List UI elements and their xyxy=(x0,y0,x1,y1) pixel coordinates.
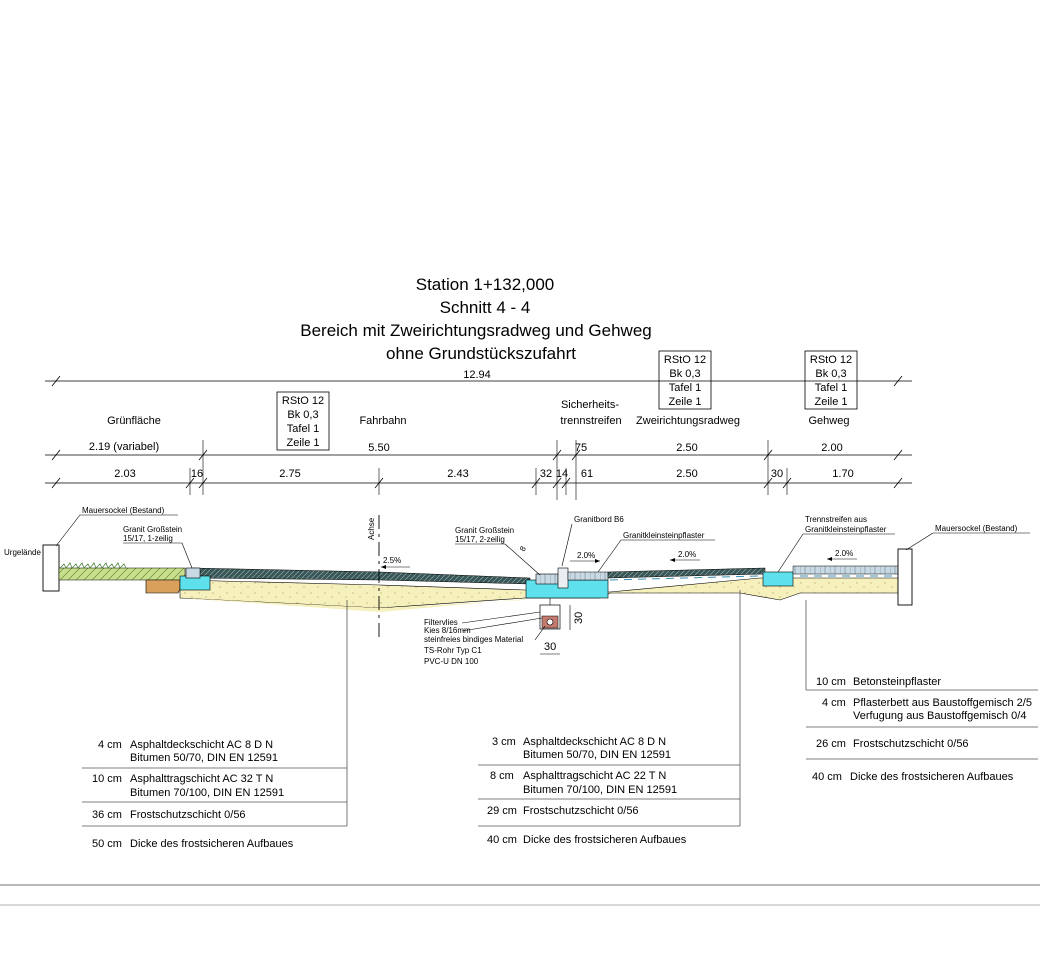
dimension-row-2 xyxy=(45,468,912,495)
slope-gehweg: 2.0% xyxy=(835,549,854,558)
rsto-line: RStO 12 xyxy=(663,354,707,366)
layer-thickness: 40 cm xyxy=(487,834,517,846)
rsto-line: Zeile 1 xyxy=(814,396,848,408)
layer-text: Bitumen 70/100, DIN EN 12591 xyxy=(130,787,285,799)
drawing-title xyxy=(300,275,652,363)
dim-sicherheit: 75 xyxy=(574,442,588,454)
dim-30-vertical: 30 xyxy=(573,611,585,624)
achse-label: Achse xyxy=(367,517,376,540)
layer-text: Asphalttragschicht AC 22 T N xyxy=(523,770,667,782)
layer-text: Bitumen 50/70, DIN EN 12591 xyxy=(523,749,671,761)
mauersockel-right-label: Mauersockel (Bestand) xyxy=(935,524,1018,533)
title-bereich: Bereich mit Zweirichtungsradweg und Gehweg xyxy=(300,321,652,340)
granitklein-label: Granitkleinsteinpflaster xyxy=(623,531,705,540)
layer-thickness: 40 cm xyxy=(812,771,842,783)
layer-text: Frostschutzschicht 0/56 xyxy=(523,805,639,817)
filtervlies-label: Filtervlies xyxy=(424,618,458,627)
rsto-box-fahrbahn xyxy=(277,392,329,450)
layer-thickness: 36 cm xyxy=(92,809,122,821)
dim-radweg: 2.50 xyxy=(676,442,698,454)
slope-radweg-2: 2.0% xyxy=(678,550,697,559)
dim-fahrbahn: 5.50 xyxy=(368,442,390,454)
dim-2-75: 2.75 xyxy=(279,468,301,480)
layer-text: Pflasterbett aus Baustoffgemisch 2/5 xyxy=(853,697,1032,709)
overall-width-label: 12.94 xyxy=(463,369,491,381)
layer-text: Dicke des frostsicheren Aufbaues xyxy=(523,834,687,846)
title-station: Station 1+132,000 xyxy=(415,275,555,294)
dim-61: 61 xyxy=(580,468,594,480)
layer-text: Asphalttragschicht AC 32 T N xyxy=(130,773,274,785)
granit-left-label-1: Granit Großstein xyxy=(123,525,183,534)
urgelaende-label: Urgelände xyxy=(4,548,41,557)
layer-text: Frostschutzschicht 0/56 xyxy=(130,809,246,821)
overall-dimension xyxy=(45,369,912,386)
dim-8-label: 8 xyxy=(517,544,528,553)
dim-2-03: 2.03 xyxy=(114,468,136,480)
steinfrei-label: steinfreies bindiges Material xyxy=(424,635,524,644)
area-sicherheits-2: trennstreifen xyxy=(560,415,622,427)
mauersockel-left-label: Mauersockel (Bestand) xyxy=(82,506,165,515)
layer-text: Bitumen 70/100, DIN EN 12591 xyxy=(523,784,678,796)
layer-thickness: 10 cm xyxy=(92,773,122,785)
area-gruenflaeche: Grünfläche xyxy=(107,415,161,427)
granit-mid-label-2: 15/17, 2-zeilig xyxy=(455,535,505,544)
slope-radweg-1: 2.0% xyxy=(577,551,596,560)
pvc-label: PVC-U DN 100 xyxy=(424,657,479,666)
rsto-line: Tafel 1 xyxy=(814,382,848,394)
dim-16: 16 xyxy=(190,468,204,480)
rsto-line: Zeile 1 xyxy=(668,396,702,408)
layer-text: Betonsteinpflaster xyxy=(853,676,942,688)
rsto-line: Tafel 1 xyxy=(286,423,320,435)
rsto-line: Bk 0,3 xyxy=(815,368,847,380)
tsrohr-label: TS-Rohr Typ C1 xyxy=(424,646,482,655)
dim-32: 32 xyxy=(539,468,553,480)
layer-thickness: 26 cm xyxy=(816,738,846,750)
area-radweg: Zweirichtungsradweg xyxy=(636,415,740,427)
dim-30: 30 xyxy=(770,468,784,480)
granit-left-label-2: 15/17, 1-zeilig xyxy=(123,534,173,543)
layer-text: Frostschutzschicht 0/56 xyxy=(853,738,969,750)
layer-thickness: 8 cm xyxy=(490,770,514,782)
layer-text: Verfugung aus Baustoffgemisch 0/4 xyxy=(853,710,1027,722)
title-schnitt: Schnitt 4 - 4 xyxy=(439,298,531,317)
layer-thickness: 4 cm xyxy=(822,697,846,709)
layer-thickness: 4 cm xyxy=(98,739,122,751)
slope-fahrbahn: 2.5% xyxy=(383,556,402,565)
dim-gehweg: 2.00 xyxy=(821,442,843,454)
rsto-line: RStO 12 xyxy=(809,354,853,366)
rsto-box-radweg xyxy=(659,351,711,409)
area-gehweg: Gehweg xyxy=(808,415,850,427)
dim-1-70: 1.70 xyxy=(832,468,854,480)
rsto-line: Zeile 1 xyxy=(286,437,320,449)
layer-thickness: 50 cm xyxy=(92,838,122,850)
layer-text: Dicke des frostsicheren Aufbaues xyxy=(850,771,1014,783)
layer-thickness: 29 cm xyxy=(487,805,517,817)
layer-text: Asphaltdeckschicht AC 8 D N xyxy=(130,739,274,751)
trennstreifen-label-2: Granitkleinsteinpflaster xyxy=(805,525,887,534)
layer-text: Dicke des frostsicheren Aufbaues xyxy=(130,838,294,850)
dim-14: 14 xyxy=(555,468,569,480)
rsto-line: RStO 12 xyxy=(281,395,325,407)
layers-left xyxy=(92,739,294,850)
dim-gruen-variabel: 2.19 (variabel) xyxy=(88,441,160,453)
mauersockel-right xyxy=(898,549,912,605)
title-zufahrt: ohne Grundstückszufahrt xyxy=(386,344,576,363)
granit-mid-label-1: Granit Großstein xyxy=(455,526,515,535)
layer-text: Asphaltdeckschicht AC 8 D N xyxy=(523,736,667,748)
layer-thickness: 3 cm xyxy=(492,736,516,748)
rsto-line: Bk 0,3 xyxy=(287,409,319,421)
granitbord-label: Granitbord B6 xyxy=(574,515,624,524)
rsto-box-gehweg xyxy=(805,351,857,409)
rsto-line: Bk 0,3 xyxy=(669,368,701,380)
layers-mid xyxy=(487,736,687,846)
area-sicherheits-1: Sicherheits- xyxy=(560,399,620,411)
kies-label: Kies 8/16mm xyxy=(424,626,471,635)
dim-2-43: 2.43 xyxy=(447,468,469,480)
mauersockel-left xyxy=(43,545,59,591)
area-fahrbahn: Fahrbahn xyxy=(359,415,407,427)
layer-text: Bitumen 50/70, DIN EN 12591 xyxy=(130,752,278,764)
dim-30-horizontal: 30 xyxy=(544,641,557,653)
rsto-line: Tafel 1 xyxy=(668,382,702,394)
dim-2-50: 2.50 xyxy=(676,468,698,480)
layer-thickness: 10 cm xyxy=(816,676,846,688)
area-labels xyxy=(107,399,849,427)
trennstreifen-label-1: Trennstreifen aus xyxy=(805,515,867,524)
layers-right xyxy=(812,676,1032,783)
